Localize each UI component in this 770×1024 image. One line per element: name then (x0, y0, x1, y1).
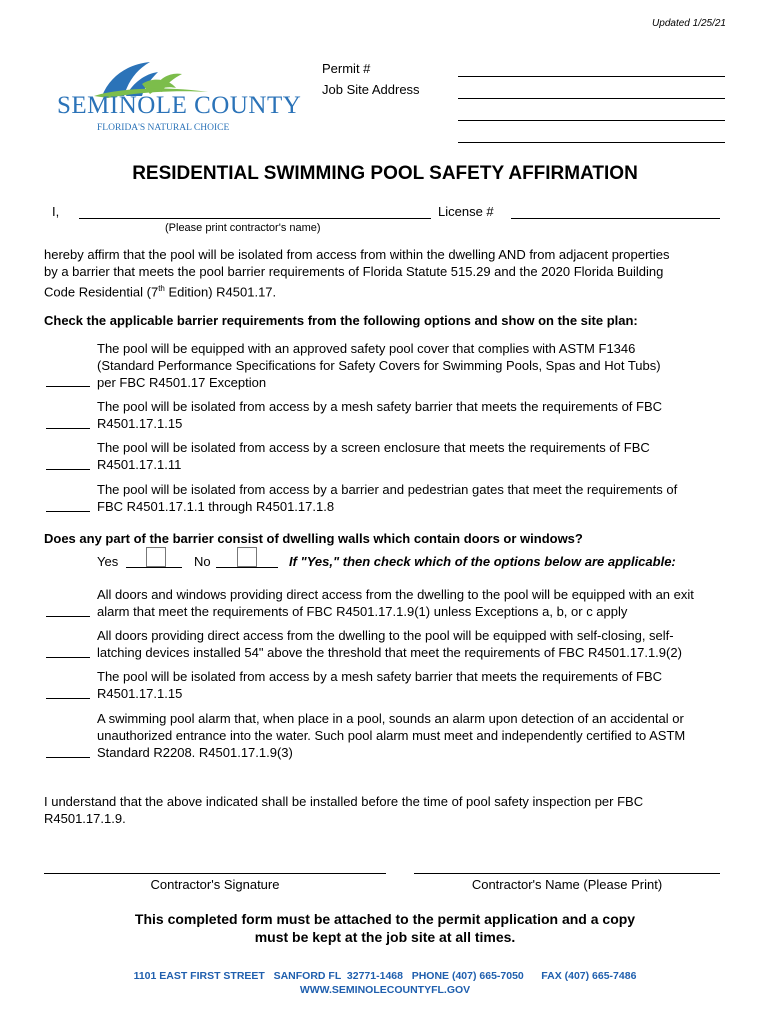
section2-option-4: A swimming pool alarm that, when place in a pool, sounds an alarm upon detection of an accidental or unauthorized entrance into the water. Such pool alarm must meet and independently certified to ASTM Standard R2208. R4501.17.1.9(3) (97, 711, 686, 760)
section1-option-3: The pool will be isolated from access by a screen enclosure that meets the requirements of FBC R4501.17.1.11 (97, 440, 650, 472)
yes-checkbox[interactable] (146, 547, 166, 567)
job-site-label: Job Site Address (322, 82, 420, 97)
section2-option-1: All doors and windows providing direct access from the dwelling to the pool will be equipped with an exit alarm that meet the requirements of FBC R4501.17.1.9(1) unless Exceptions a, b, or c apply (97, 587, 694, 619)
logo-name: SEMINOLE COUNTY (57, 92, 302, 119)
affirm-line-1: hereby affirm that the pool will be isolated from access from within the dwelling AND from adjacent properties (44, 247, 670, 262)
job-site-input-line-3[interactable] (458, 142, 725, 143)
signature-label: Contractor's Signature (150, 877, 280, 892)
logo-tagline: FLORIDA'S NATURAL CHOICE (97, 123, 230, 133)
section1-option-4: The pool will be isolated from access by a barrier and pedestrian gates that meet the requirements of FBC R4501.17.1.1 through R4501.17.1.8 (97, 482, 678, 514)
attachment-notice: This completed form must be attached to the permit application and a copy must be kept at the job site at all times. (134, 911, 636, 945)
permit-input-line[interactable] (458, 76, 725, 77)
section1-option-1: The pool will be equipped with an approved safety pool cover that complies with ASTM F1346 (Standard Performance Specifications for Safety Covers for Swimming Pools, Spas and Hot Tubs) per FBC R4501.17 Exception (97, 341, 661, 390)
affirm-paragraph (44, 246, 734, 300)
page-title: RESIDENTIAL SWIMMING POOL SAFETY AFFIRMATION (132, 163, 638, 184)
footer-address: 1101 EAST FIRST STREET SANFORD FL 32771-1468 PHONE (407) 665-7050 FAX (407) 665-7486 (133, 970, 637, 982)
license-input-line[interactable] (511, 218, 720, 219)
section2-option-2-check-line[interactable] (46, 657, 90, 658)
no-label: No (194, 554, 211, 569)
printed-name-label: Contractor's Name (Please Print) (471, 877, 663, 892)
section2-heading: Does any part of the barrier consist of dwelling walls which contain doors or windows? (44, 531, 583, 546)
signature-input-line[interactable] (44, 873, 386, 874)
license-label: License # (438, 204, 494, 219)
section1-option-2: The pool will be isolated from access by a mesh safety barrier that meets the requirements of FBC R4501.17.1.15 (97, 399, 663, 431)
no-checkbox[interactable] (237, 547, 257, 567)
contractor-name-input-line[interactable] (79, 218, 431, 219)
section1-option-3-check-line[interactable] (46, 469, 90, 470)
updated-date: Updated 1/25/21 (652, 18, 726, 29)
yes-underline (126, 567, 182, 568)
affirm-line-3: Code Residential (7th Edition) R4501.17. (44, 284, 277, 300)
printed-name-input-line[interactable] (414, 873, 720, 874)
footer-website[interactable]: WWW.SEMINOLECOUNTYFL.GOV (299, 984, 471, 996)
section1-option-2-check-line[interactable] (46, 428, 90, 429)
print-hint: (Please print contractor's name) (165, 222, 321, 234)
section2-option-3: The pool will be isolated from access by a mesh safety barrier that meets the requirements of FBC R4501.17.1.15 (97, 669, 663, 701)
yes-label: Yes (97, 554, 119, 569)
section1-option-4-check-line[interactable] (46, 511, 90, 512)
i-label: I, (52, 204, 60, 219)
no-underline (216, 567, 278, 568)
if-yes-instruction: If "Yes," then check which of the options below are applicable: (289, 554, 676, 569)
understand-paragraph: I understand that the above indicated shall be installed before the time of pool safety inspection per FBC R4501.17.1.9. (44, 794, 644, 826)
section2-option-3-check-line[interactable] (46, 698, 90, 699)
affirm-line-2: by a barrier that meets the pool barrier requirements of Florida Statute 515.29 and the 2020 Florida Building (44, 264, 664, 279)
section2-option-4-check-line[interactable] (46, 757, 90, 758)
section2-option-2: All doors providing direct access from the dwelling to the pool will be equipped with self-closing, self- latching devices installed 54" above the threshold that meet the requirements of FBC R4501.17.1.9(2) (97, 628, 682, 660)
job-site-input-line-2[interactable] (458, 120, 725, 121)
permit-label: Permit # (322, 61, 371, 76)
section1-option-1-check-line[interactable] (46, 386, 90, 387)
job-site-input-line-1[interactable] (458, 98, 725, 99)
section1-heading: Check the applicable barrier requirements from the following options and show on the site plan: (44, 313, 638, 328)
section2-option-1-check-line[interactable] (46, 616, 90, 617)
